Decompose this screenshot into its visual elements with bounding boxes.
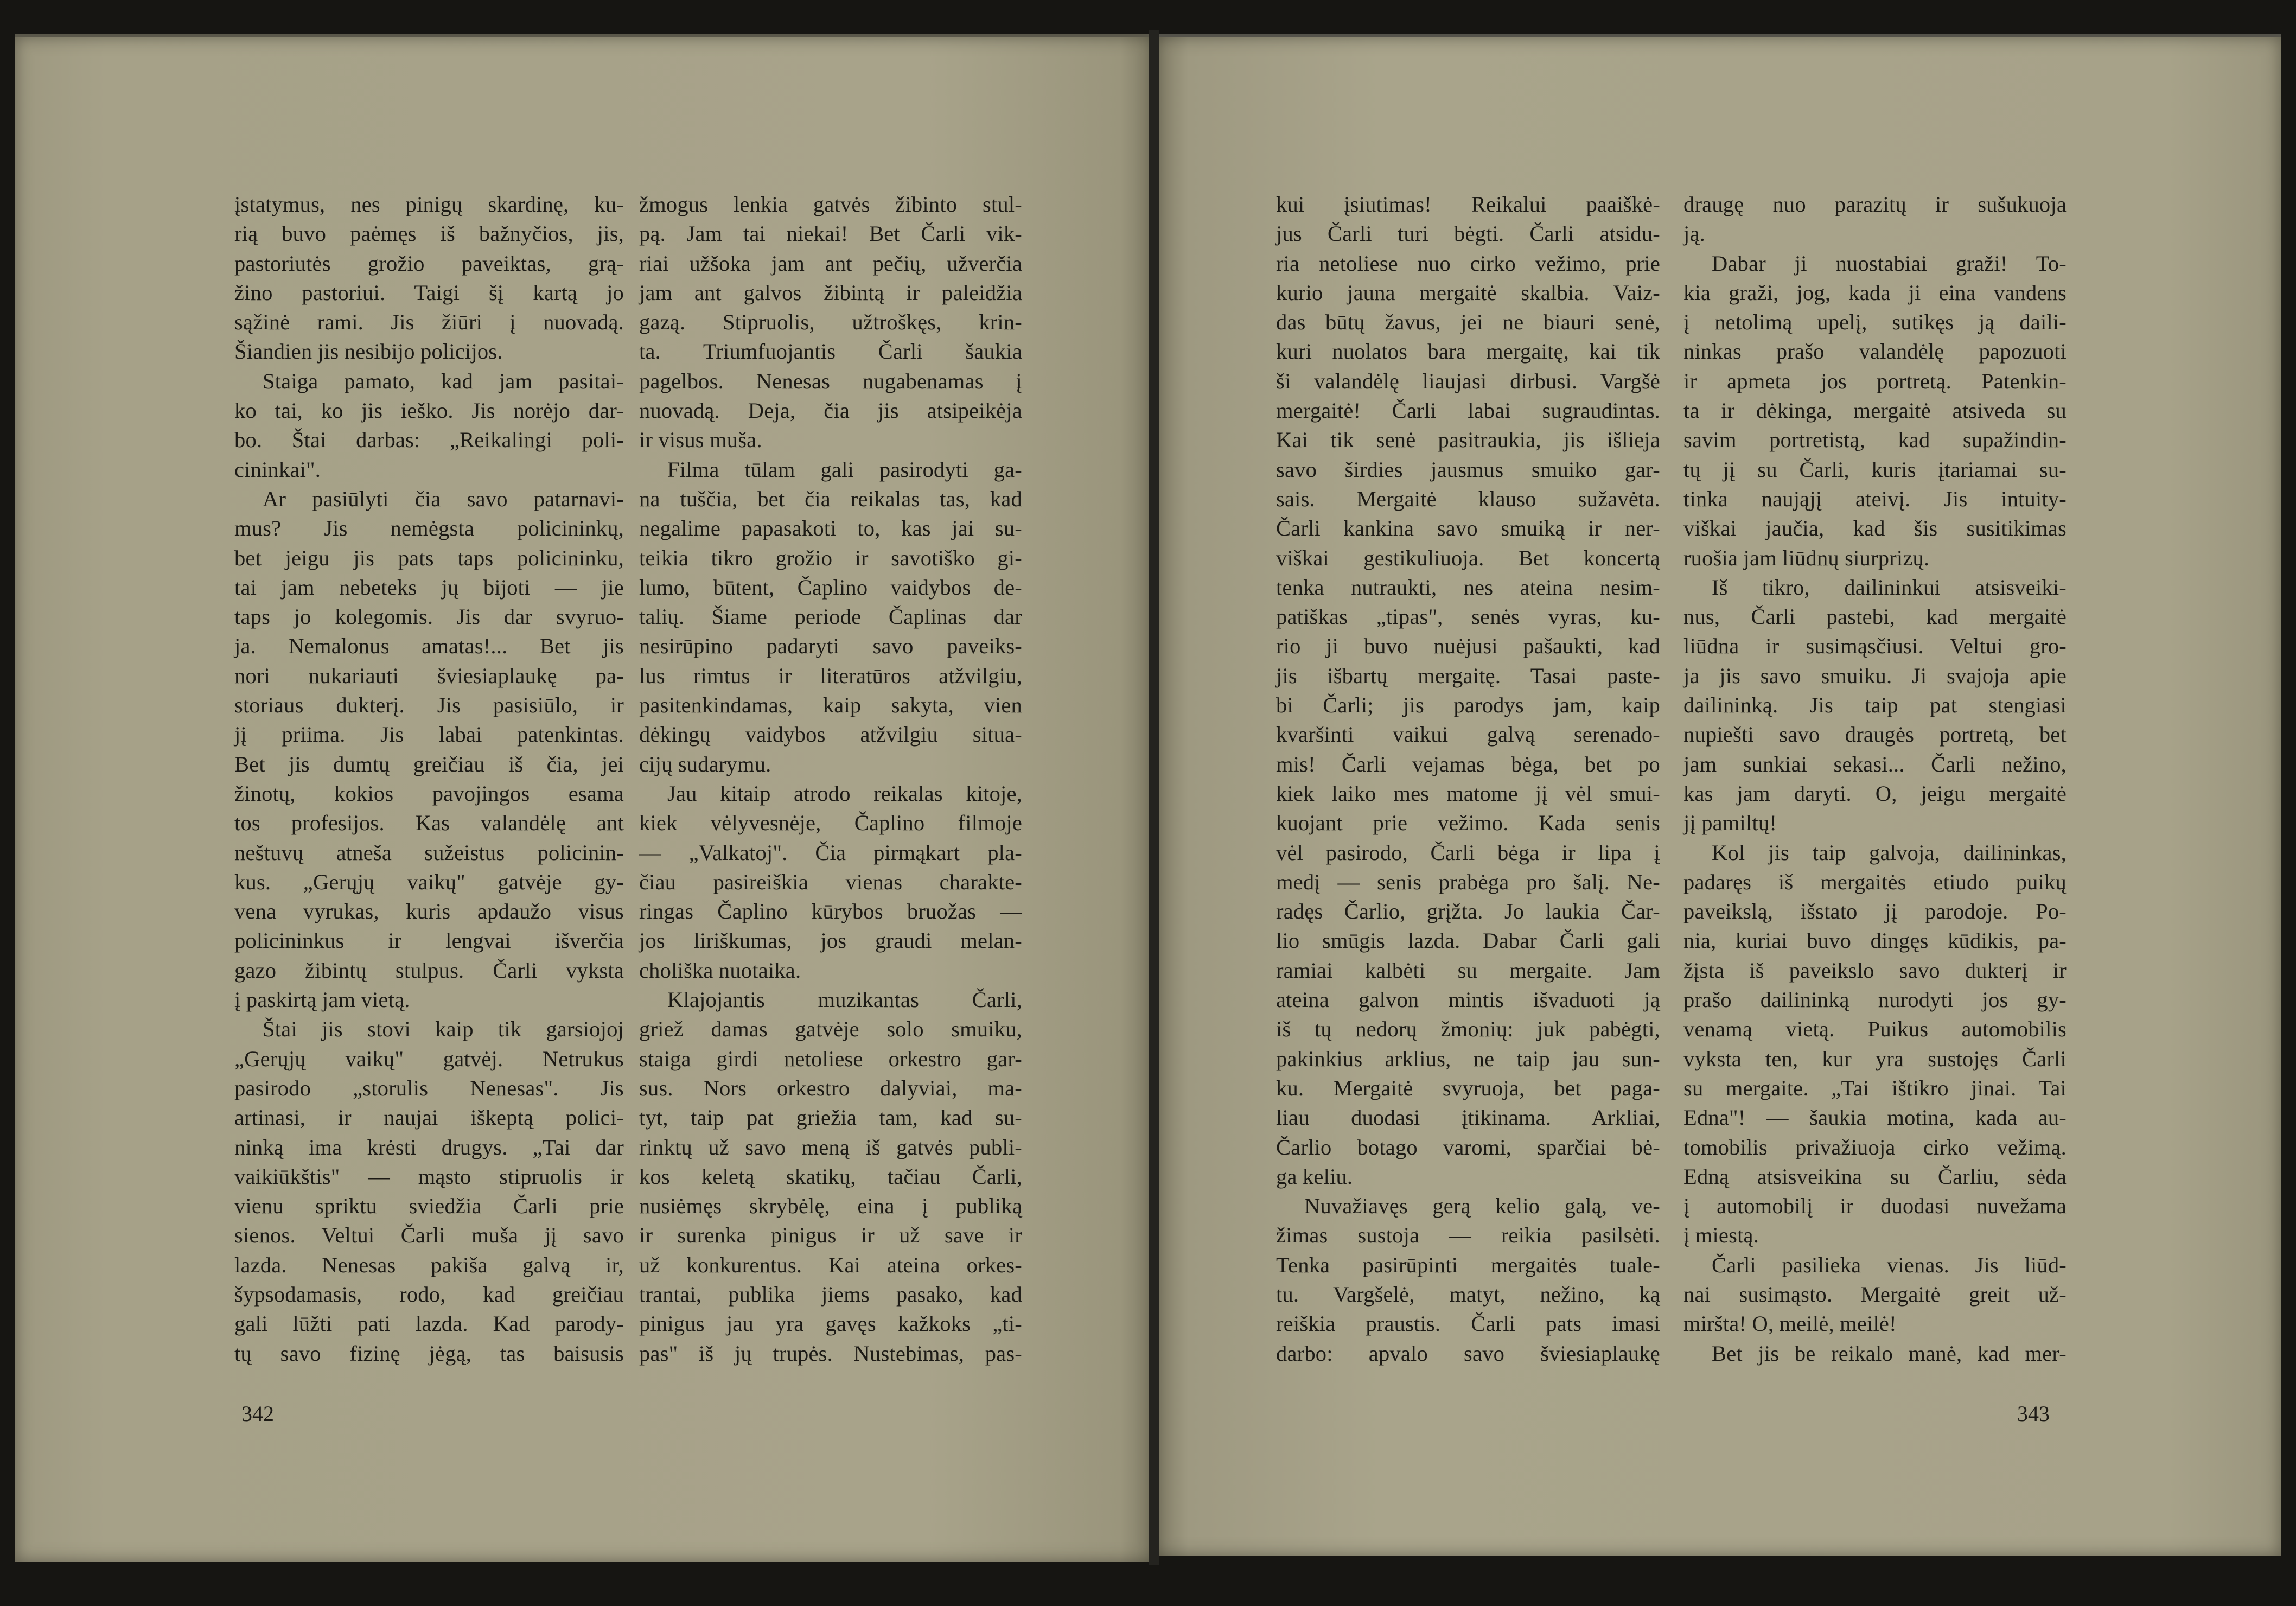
text-line: radęs Čarlio, grįžta. Jo laukia Čar-: [1276, 899, 1660, 924]
text-line: tų jį su Čarli, kuris įtariamai su-: [1683, 457, 2067, 482]
text-line: Štai jis stovi kaip tik garsiojoj: [263, 1017, 624, 1042]
text-line: lus rimtus ir literatūros atžvilgiu,: [639, 663, 1022, 688]
text-line: ateina galvon mintis išvaduoti ją: [1276, 987, 1660, 1012]
text-line: jis išbartų mergaitę. Tasai paste-: [1276, 663, 1660, 688]
text-line: gali lūžti pati lazda. Kad parody-: [234, 1311, 624, 1336]
text-line: talių. Šiame periode Čaplinas dar: [639, 604, 1022, 629]
text-line: negalime papasakoti to, kas jai su-: [639, 516, 1022, 541]
text-line: nupiešti savo draugės portretą, bet: [1683, 722, 2067, 747]
text-line: teikia tikro grožio ir savotiško gi-: [639, 545, 1022, 570]
text-line: gazo žibintų stulpus. Čarli vyksta: [234, 958, 624, 983]
text-line: mergaitė! Čarli labai sugraudintas.: [1276, 398, 1660, 423]
text-line: pastoriutės grožio paveiktas, grą-: [234, 251, 624, 276]
text-line: Dabar ji nuostabiai graži! To-: [1712, 251, 2067, 276]
text-line: nusiėmęs skrybėlę, eina į publiką: [639, 1194, 1022, 1219]
text-line: ja jis savo smuiku. Ji svajoja apie: [1683, 663, 2067, 688]
paragraph: [1683, 573, 2067, 838]
text-line: storiaus dukterį. Jis pasisiūlo, ir: [234, 693, 624, 718]
text-line: lazda. Nenesas pakiša galvą ir,: [234, 1252, 624, 1277]
text-line: viškai gestikuliuoja. Bet koncertą: [1276, 545, 1660, 570]
text-line: ir visus muša.: [639, 428, 762, 453]
paragraph: [1683, 190, 2067, 249]
text-line: žinotų, kokios pavojingos esama: [234, 781, 624, 806]
text-line: ninkas prašo valandėlę papozuoti: [1683, 339, 2067, 364]
text-line: ku. Mergaitė svyruoja, bet paga-: [1276, 1075, 1660, 1100]
text-line: žino pastoriui. Taigi šį kartą jo: [234, 280, 624, 305]
page-number-left: 342: [241, 1401, 274, 1426]
text-line: medį — senis prabėga pro šalį. Ne-: [1276, 869, 1660, 894]
text-line: nia, kuriai buvo dingęs kūdikis, pa-: [1683, 928, 2067, 953]
text-line: policininkus ir lengvai išverčia: [234, 928, 624, 953]
text-line: Čarli kankina savo smuiką ir ner-: [1276, 516, 1660, 541]
text-line: savim portretistą, kad supažindin-: [1683, 428, 2067, 453]
text-line: sienos. Veltui Čarli muša jį savo: [234, 1223, 624, 1248]
text-line: tomobilis privažiuoja cirko vežimą.: [1683, 1135, 2067, 1159]
text-line: iš tų nedorų žmonių: juk pabėgti,: [1276, 1017, 1660, 1042]
paragraph: [1276, 190, 1660, 1191]
text-line: bo. Štai darbas: „Reikalingi poli-: [234, 428, 624, 453]
text-line: ga keliu.: [1276, 1164, 1353, 1189]
text-line: ir apmeta jos portretą. Patenkin-: [1683, 368, 2067, 393]
text-line: lumo, būtent, Čaplino vaidybos de-: [639, 575, 1022, 600]
text-line: Iš tikro, dailininkui atsisveiki-: [1712, 575, 2067, 600]
text-line: Bet jis dumtų greičiau iš čia, jei: [234, 751, 624, 776]
text-line: kurio jauna mergaitė skalbia. Vaiz-: [1276, 280, 1660, 305]
text-line: kiek vėlyvesnėje, Čaplino filmoje: [639, 811, 1022, 836]
text-line: gazą. Stipruolis, užtroškęs, krin-: [639, 310, 1022, 335]
text-line: cijų sudarymu.: [639, 751, 771, 776]
book-spine: [1149, 30, 1159, 1565]
text-line: ninką ima krėsti drugys. „Tai dar: [234, 1135, 624, 1159]
text-line: vena vyrukas, kuris apdaužo visus: [234, 899, 624, 924]
text-line: sąžinė rami. Jis žiūri į nuovadą.: [234, 310, 624, 335]
text-line: žimas sustoja — reikia pasilsėti.: [1276, 1223, 1660, 1248]
text-line: staiga girdi netoliese orkestro gar-: [639, 1046, 1022, 1071]
text-line: pas" iš jų trupės. Nustebimas, pas-: [639, 1341, 1022, 1366]
text-line: vienu spriktu sviedžia Čarli prie: [234, 1194, 624, 1219]
text-line: vyksta ten, kur yra sustojęs Čarli: [1683, 1046, 2067, 1071]
text-line: Klajojantis muzikantas Čarli,: [667, 987, 1022, 1012]
text-line: padaręs iš mergaitės etiudo puikų: [1683, 869, 2067, 894]
paragraph: [234, 190, 624, 367]
text-line: ta. Triumfuojantis Čarli šaukia: [639, 339, 1022, 364]
text-line: nai susimąsto. Mergaitė greit už-: [1683, 1282, 2067, 1307]
text-line: pakinkius arklius, ne taip jau sun-: [1276, 1046, 1660, 1071]
text-line: das būtų žavus, jei ne biauri senė,: [1276, 310, 1660, 335]
text-line: savo širdies jausmus smuiko gar-: [1276, 457, 1660, 482]
text-line: taps jo kolegomis. Jis dar svyruo-: [234, 604, 624, 629]
text-line: cininkai".: [234, 457, 321, 482]
paragraph: [1683, 1251, 2067, 1339]
text-line: bi Čarli; jis parodys jam, kaip: [1276, 693, 1660, 718]
text-line: mus? Jis nemėgsta policininkų,: [234, 516, 624, 541]
text-line: dėkingų vaidybos atžvilgiu situa-: [639, 722, 1022, 747]
text-line: jam ant galvos žibintą ir paleidžia: [639, 280, 1022, 305]
text-line: kuojant prie vežimo. Kada senis: [1276, 811, 1660, 836]
text-line: miršta! O, meilė, meilė!: [1683, 1311, 1897, 1336]
text-line: rinktų už savo meną iš gatvės publi-: [639, 1135, 1022, 1159]
text-line: Edną atsisveikina su Čarliu, sėda: [1683, 1164, 2067, 1189]
text-line: Ar pasiūlyti čia savo patarnavi-: [263, 486, 624, 511]
text-line: tenka nutraukti, nes ateina nesim-: [1276, 575, 1660, 600]
text-line: jį pamiltų!: [1683, 811, 1777, 836]
text-line: bet jeigu jis pats taps policininku,: [234, 545, 624, 570]
text-line: pinigus jau yra gavęs kažkoks „ti-: [639, 1311, 1022, 1336]
text-line: ja. Nemalonus amatas!... Bet jis: [234, 634, 624, 659]
text-line: neštuvų atneša sužeistus policinin-: [234, 840, 624, 865]
text-line: su mergaite. „Tai ištikro jinai. Tai: [1683, 1075, 2067, 1100]
text-line: na tuščia, bet čia reikalas tas, kad: [639, 486, 1022, 511]
text-line: mis! Čarli vejamas bėga, bet po: [1276, 751, 1660, 776]
text-line: liūdna ir susimąsčiusi. Veltui gro-: [1683, 634, 2067, 659]
text-line: sais. Mergaitė klauso sužavėta.: [1276, 486, 1660, 511]
text-line: dailininką. Jis taip pat stengiasi: [1683, 693, 2067, 718]
text-line: patiškas „tipas", senės vyras, ku-: [1276, 604, 1660, 629]
text-line: Čarli pasilieka vienas. Jis liūd-: [1712, 1252, 2067, 1277]
text-line: tinka naująjį ateivį. Jis intuity-: [1683, 486, 2067, 511]
text-line: jam sunkiai sekasi... Čarli nežino,: [1683, 751, 2067, 776]
text-line: vėl pasirodo, Čarli bėga ir lipa į: [1276, 840, 1660, 865]
paragraph: [639, 779, 1022, 985]
text-line: rią buvo paėmęs iš bažnyčios, jis,: [234, 221, 624, 246]
text-line: viškai jaučia, kad šis susitikimas: [1683, 516, 2067, 541]
text-line: darbo: apvalo savo šviesiaplaukę: [1276, 1341, 1660, 1366]
text-line: Filma tūlam gali pasirodyti ga-: [667, 457, 1022, 482]
text-line: Nuvažiavęs gerą kelio galą, ve-: [1304, 1194, 1660, 1219]
text-line: už konkurentus. Kai ateina orkes-: [639, 1252, 1022, 1277]
text-line: kuri nuolatos bara mergaitę, kai tik: [1276, 339, 1660, 364]
text-line: griež damas gatvėje solo smuiku,: [639, 1017, 1022, 1042]
text-line: draugę nuo parazitų ir sušukuoja: [1683, 192, 2067, 216]
text-line: Tenka pasirūpinti mergaitės tuale-: [1276, 1252, 1660, 1277]
text-line: Edna"! — šaukia motina, kada au-: [1683, 1105, 2067, 1130]
text-line: ko tai, ko jis ieško. Jis norėjo dar-: [234, 398, 624, 423]
text-line: lio smūgis lazda. Dabar Čarli gali: [1276, 928, 1660, 953]
text-line: choliška nuotaika.: [639, 958, 801, 983]
paragraph: [234, 367, 624, 485]
text-line: riai užšoka jam ant pečių, užverčia: [639, 251, 1022, 276]
text-line: kia graži, jog, kada ji eina vandens: [1683, 280, 2067, 305]
text-line: jos liriškumas, jos graudi melan-: [639, 928, 1022, 953]
text-line: pasirodo „storulis Nenesas". Jis: [234, 1075, 624, 1100]
text-line: artinasi, ir naujai iškeptą polici-: [234, 1105, 624, 1130]
text-line: įstatymus, nes pinigų skardinę, ku-: [234, 192, 624, 216]
text-line: nori nukariauti šviesiaplaukę pa-: [234, 663, 624, 688]
text-line: į paskirtą jam vietą.: [234, 987, 410, 1012]
text-line: — „Valkatoj". Čia pirmąkart pla-: [639, 840, 1022, 865]
text-line: žmogus lenkia gatvės žibinto stul-: [639, 192, 1022, 216]
text-line: ją.: [1683, 221, 1705, 246]
text-line: vaikiūkštis" — mąsto stipruolis ir: [234, 1164, 624, 1189]
text-line: Jau kitaip atrodo reikalas kitoje,: [667, 781, 1022, 806]
text-line: Kai tik senė pasitraukia, jis išlieja: [1276, 428, 1660, 453]
paragraph: [1683, 249, 2067, 573]
text-line: tyt, taip pat griežia tam, kad su-: [639, 1105, 1022, 1130]
text-line: Staiga pamato, kad jam pasitai-: [263, 368, 624, 393]
left-page-column-2: [639, 190, 1022, 1368]
text-line: pasitenkindamas, kaip sakyta, vien: [639, 693, 1022, 718]
text-line: prašo dailininką nurodyti jos gy-: [1683, 987, 2067, 1012]
text-line: ruošia jam liūdnų siurprizų.: [1683, 545, 1930, 570]
text-line: Kol jis taip galvoja, dailininkas,: [1712, 840, 2067, 865]
text-line: liau duodasi įtikinama. Arkliai,: [1276, 1105, 1660, 1130]
text-line: pagelbos. Nenesas nugabenamas į: [639, 368, 1022, 393]
paragraph: [1276, 1191, 1660, 1368]
text-line: į netolimą upelį, sutikęs ją daili-: [1683, 310, 2067, 335]
text-line: pą. Jam tai niekai! Bet Čarli vik-: [639, 221, 1022, 246]
text-line: Čarlio botago varomi, sparčiai bė-: [1276, 1135, 1660, 1159]
text-line: rio ji buvo nuėjusi pašaukti, kad: [1276, 634, 1660, 659]
text-line: trantai, publika jiems pasako, kad: [639, 1282, 1022, 1307]
text-line: tų savo fizinę jėgą, tas baisusis: [234, 1341, 624, 1366]
text-line: nus, Čarli pastebi, kad mergaitė: [1683, 604, 2067, 629]
right-page-column-1: [1276, 190, 1660, 1368]
text-line: Bet jis be reikalo manė, kad mer-: [1712, 1341, 2067, 1366]
right-page-column-2: [1683, 190, 2067, 1368]
text-line: ringas Čaplino kūrybos bruožas —: [639, 899, 1022, 924]
text-line: reiškia praustis. Čarli pats imasi: [1276, 1311, 1660, 1336]
text-line: ria netoliese nuo cirko vežimo, prie: [1276, 251, 1660, 276]
text-line: šypsodamasis, rodo, kad greičiau: [234, 1282, 624, 1307]
text-line: nesirūpino padaryti savo paveiks-: [639, 634, 1022, 659]
text-line: kas jam daryti. O, jeigu mergaitė: [1683, 781, 2067, 806]
paragraph: [639, 985, 1022, 1368]
paragraph: [1683, 838, 2067, 1251]
paragraph: [639, 455, 1022, 779]
text-line: Šiandien jis nesibijo policijos.: [234, 339, 503, 364]
paragraph: [234, 1015, 624, 1368]
text-line: kui įsiutimas! Reikalui paaiškė-: [1276, 192, 1660, 216]
text-line: venamą vietą. Puikus automobilis: [1683, 1017, 2067, 1042]
text-line: ramiai kalbėti su mergaite. Jam: [1276, 958, 1660, 983]
text-line: paveikslą, išstato jį parodoje. Po-: [1683, 899, 2067, 924]
text-line: žįsta iš paveikslo savo dukterį ir: [1683, 958, 2067, 983]
page-number-right: 343: [2017, 1401, 2050, 1426]
paragraph: [1683, 1339, 2067, 1368]
text-line: į miestą.: [1683, 1223, 1759, 1248]
paragraph: [639, 190, 1022, 455]
text-line: į automobilį ir duodasi nuvežama: [1683, 1194, 2067, 1219]
text-line: kiek laiko mes matome jį vėl smui-: [1276, 781, 1660, 806]
paragraph: [234, 485, 624, 1015]
text-line: „Gerųjų vaikų" gatvėj. Netrukus: [234, 1046, 624, 1071]
text-line: čiau pasireiškia vienas charakte-: [639, 869, 1022, 894]
text-line: ta ir dėkinga, mergaitė atsiveda su: [1683, 398, 2067, 423]
left-page-column-1: [234, 190, 624, 1368]
text-line: jus Čarli turi bėgti. Čarli atsidu-: [1276, 221, 1660, 246]
text-line: tu. Vargšelė, matyt, nežino, ką: [1276, 1282, 1660, 1307]
text-line: ir surenka pinigus ir už save ir: [639, 1223, 1022, 1248]
text-line: ši valandėlę liaujasi dirbusi. Vargšė: [1276, 368, 1660, 393]
text-line: kus. „Gerųjų vaikų" gatvėje gy-: [234, 869, 624, 894]
text-line: tos profesijos. Kas valandėlę ant: [234, 811, 624, 836]
text-line: tai jam nebeteks jų bijoti — jie: [234, 575, 624, 600]
text-line: nuovadą. Deja, čia jis atsipeikėja: [639, 398, 1022, 423]
text-line: kvaršinti vaikui galvą serenado-: [1276, 722, 1660, 747]
text-line: sus. Nors orkestro dalyviai, ma-: [639, 1075, 1022, 1100]
text-line: kos keletą skatikų, tačiau Čarli,: [639, 1164, 1022, 1189]
text-line: jį priima. Jis labai patenkintas.: [234, 722, 624, 747]
